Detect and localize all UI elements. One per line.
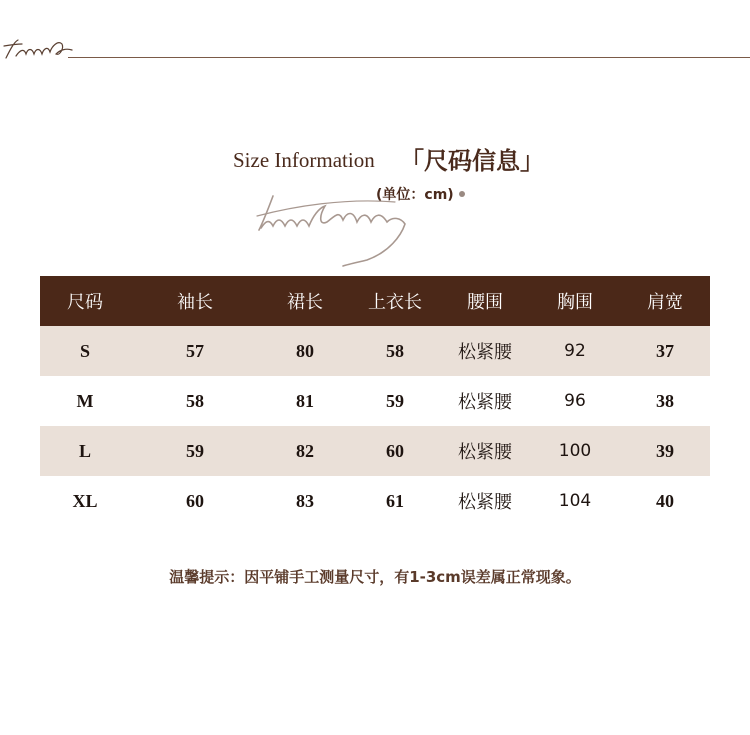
size-table: [40, 276, 710, 526]
cell-skirt-length: 82: [296, 440, 314, 461]
cell-size: L: [78, 440, 91, 461]
cell-skirt-length: 83: [296, 490, 314, 511]
cell-waist: 松紧腰: [458, 392, 512, 413]
top-divider-line: [68, 57, 750, 58]
cell-size: S: [79, 340, 90, 361]
cell-waist: 松紧腰: [458, 342, 512, 363]
cell-sleeve-length: 58: [186, 390, 204, 411]
cell-sleeve-length: 60: [186, 490, 204, 511]
cell-top-length: 59: [386, 390, 404, 411]
unit-label: (单位：cm): [376, 187, 454, 203]
measurement-tip: 温馨提示：因平铺手工测量尺寸，有1-3cm误差属正常现象。: [169, 568, 581, 586]
header-shoulder: 肩宽: [647, 292, 683, 313]
table-row: [40, 376, 710, 426]
table-row: [40, 426, 710, 476]
dot-icon: [459, 191, 465, 197]
header-skirt-length: 裙长: [287, 292, 323, 313]
header-sleeve-length: 袖长: [177, 292, 213, 313]
cell-shoulder: 37: [656, 340, 674, 361]
cell-bust: 92: [564, 341, 586, 361]
table-row: [40, 326, 710, 376]
signature-decoration-top: [2, 36, 78, 66]
header-top-length: 上衣长: [368, 292, 422, 313]
title-english: Size Information: [233, 148, 375, 172]
header-bust: 胸围: [557, 292, 593, 313]
header-size: 尺码: [67, 292, 103, 313]
table-header-row: [40, 276, 710, 326]
cell-top-length: 58: [386, 340, 404, 361]
cell-top-length: 61: [386, 490, 404, 511]
cell-bust: 104: [558, 491, 592, 511]
cell-bust: 100: [558, 441, 592, 461]
cell-waist: 松紧腰: [458, 492, 512, 513]
header-waist: 腰围: [467, 292, 503, 313]
cell-sleeve-length: 59: [186, 440, 204, 461]
table-row: [40, 476, 710, 526]
cell-shoulder: 40: [656, 490, 674, 511]
cell-waist: 松紧腰: [458, 442, 512, 463]
cell-size: M: [76, 390, 94, 411]
cell-size: XL: [72, 490, 98, 511]
cell-skirt-length: 80: [296, 340, 314, 361]
cell-bust: 96: [564, 391, 586, 411]
signature-decoration-center: [255, 188, 415, 270]
cell-skirt-length: 81: [296, 390, 314, 411]
cell-shoulder: 38: [656, 390, 674, 411]
title-chinese: 「尺码信息」: [400, 147, 544, 175]
cell-sleeve-length: 57: [186, 340, 204, 361]
cell-shoulder: 39: [656, 440, 674, 461]
cell-top-length: 60: [386, 440, 404, 461]
